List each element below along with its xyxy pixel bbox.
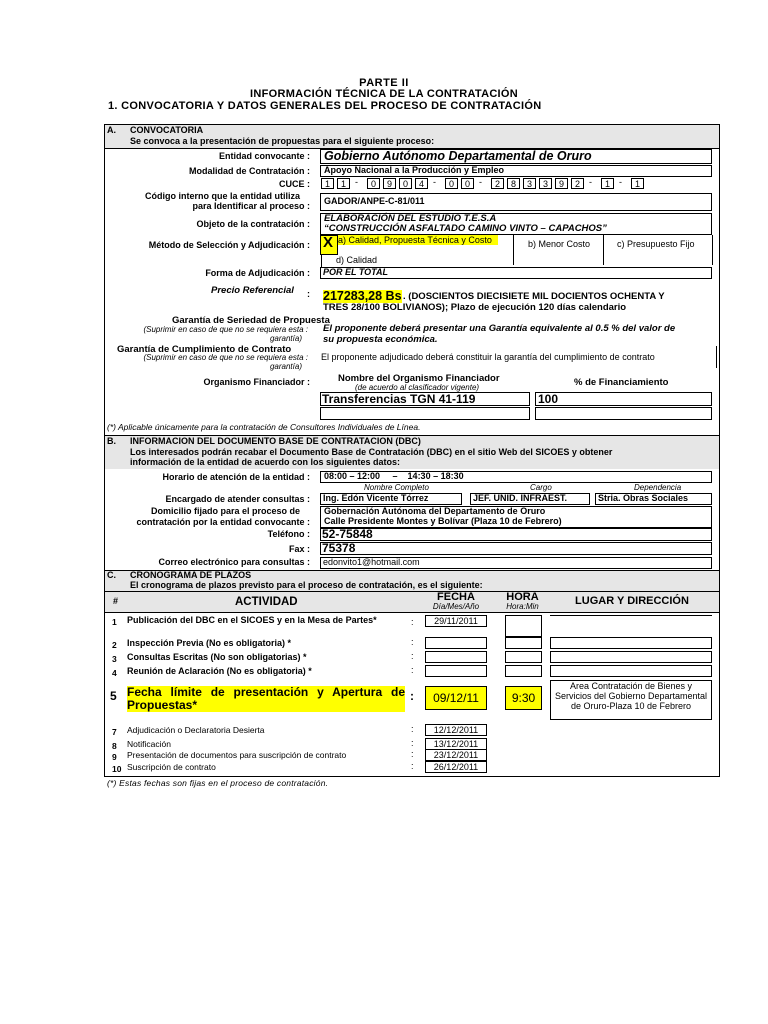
precio-amount: 217283,28 Bs xyxy=(323,289,402,303)
org-pct-field-2 xyxy=(535,407,712,420)
cuce-separator: - xyxy=(355,177,358,187)
modalidad-value: Apoyo Nacional a la Producción y Empleo xyxy=(324,165,505,175)
entidad-value: Gobierno Autónomo Departamental de Oruro xyxy=(324,149,592,163)
schedule-row-number: 1 xyxy=(112,617,117,627)
col-hora: HORA xyxy=(506,591,539,603)
section-b-title: INFORMACION DEL DOCUMENTO BASE DE CONTRATACION (DBC) xyxy=(130,436,421,446)
schedule-row-time[interactable] xyxy=(505,665,542,677)
schedule-row-colon: : xyxy=(410,689,414,703)
footnote-a: (*) Aplicable únicamente para la contratación de Consultores Individuales de Línea. xyxy=(107,422,421,432)
telefono-value: 52-75848 xyxy=(322,527,373,541)
garantia-note-2: garantía) xyxy=(269,334,302,343)
schedule-row-number: 4 xyxy=(112,668,117,678)
cuce-separator: - xyxy=(619,177,622,187)
section-a-letter: A. xyxy=(107,125,116,135)
section-b-intro-1: Los interesados podrán recabar el Documento Base de Contratación (DBC) en el sitio Web del SICOES y obtener xyxy=(130,447,613,457)
schedule-row-date[interactable] xyxy=(425,637,487,649)
schedule-row-activity: Consultas Escritas (No son obligatorias) * xyxy=(127,652,307,662)
fax-value: 75378 xyxy=(322,541,356,555)
garantia-note-1: (Suprimir en caso de que no se requiera esta : xyxy=(143,325,308,334)
garantia-value-1: El proponente deberá presentar una Garantía equivalente al 0.5 % del valor de xyxy=(323,323,676,334)
schedule-row-colon: : xyxy=(411,617,414,627)
metodo-option-a: a) Calidad, Propuesta Técnica y Costo xyxy=(338,235,498,245)
encargado-label: Encargado de atender consultas : xyxy=(165,494,310,504)
section-c-letter: C. xyxy=(107,570,116,580)
schedule-row-place[interactable]: Area Contratación de Bienes y Servicios del Gobierno Departamental de Oruro-Plaza 10 de Febrero xyxy=(550,680,712,720)
org-col2-header: % de Financiamiento xyxy=(574,377,669,388)
forma-value: POR EL TOTAL xyxy=(323,267,389,277)
schedule-row-number: 3 xyxy=(112,654,117,664)
garantia-value-2: su propuesta económica. xyxy=(323,334,438,345)
cuce-digit-box: 2 xyxy=(491,178,504,189)
schedule-row-date[interactable]: 29/11/2011 xyxy=(425,615,487,627)
objeto-label: Objeto de la contratación : xyxy=(196,219,310,229)
schedule-row-colon: : xyxy=(411,665,414,675)
schedule-row-number: 9 xyxy=(112,752,117,762)
cumplimiento-label: Garantía de Cumplimiento de Contrato xyxy=(117,344,292,355)
schedule-row-date[interactable]: 23/12/2011 xyxy=(425,749,487,761)
col-fecha: FECHA xyxy=(437,591,475,603)
org-col1-header: Nombre del Organismo Financiador xyxy=(338,373,500,384)
domicilio-value-2: Calle Presidente Montes y Bolívar (Plaza 10 de Febrero) xyxy=(324,516,562,526)
schedule-row-activity: Suscripción de contrato xyxy=(127,762,216,772)
org-label: Organismo Financiador : xyxy=(203,377,310,387)
encargado-nombre: Ing. Edón Vicente Tórrez xyxy=(323,493,429,503)
telefono-label: Teléfono : xyxy=(267,529,310,539)
col-nombre: Nombre Completo xyxy=(364,483,429,492)
schedule-row-activity: Notificación xyxy=(127,739,171,749)
domicilio-value-1: Gobernación Autónoma del Departamento de Oruro xyxy=(324,506,546,516)
metodo-option-c: c) Presupuesto Fijo xyxy=(617,239,695,249)
schedule-row-colon: : xyxy=(411,749,414,759)
section-c-title: CRONOGRAMA DE PLAZOS xyxy=(130,570,252,580)
schedule-row-colon: : xyxy=(411,724,414,734)
precio-label: Precio Referencial xyxy=(211,285,294,296)
section-b-intro-2: información de la entidad de acuerdo con los siguientes datos: xyxy=(130,457,401,467)
cuce-digit-box: 0 xyxy=(399,178,412,189)
cuce-digit-box: 4 xyxy=(415,178,428,189)
schedule-row-activity: Fecha límite de presentación y Apertura de Propuestas* xyxy=(127,685,405,712)
cuce-digit-box: 9 xyxy=(383,178,396,189)
cuce-separator: - xyxy=(479,177,482,187)
horario-value: 08:00 – 12:00 – 14:30 – 18:30 xyxy=(324,471,464,481)
domicilio-label-1: Domicilio fijado para el proceso de xyxy=(150,506,300,516)
col-cargo: Cargo xyxy=(530,483,552,492)
forma-label: Forma de Adjudicación : xyxy=(205,268,310,278)
cuce-digit-box: 1 xyxy=(337,178,350,189)
footnote-c: (*) Estas fechas son fijas en el proceso de contratación. xyxy=(107,778,329,788)
part-title: PARTE II xyxy=(359,77,409,89)
entidad-label: Entidad convocante : xyxy=(218,151,310,161)
objeto-value-2: “CONSTRUCCIÓN ASFALTADO CAMINO VINTO – CAPACHOS” xyxy=(324,223,607,234)
cuce-label: CUCE : xyxy=(279,179,310,189)
schedule-row-activity: Adjudicación o Declaratoria Desierta xyxy=(127,725,265,735)
schedule-row-date[interactable]: 12/12/2011 xyxy=(425,724,487,736)
cumplimiento-note-2: garantía) xyxy=(269,362,302,371)
section-title: 1. CONVOCATORIA Y DATOS GENERALES DEL PROCESO DE CONTRATACIÓN xyxy=(108,100,542,112)
col-fecha-sub: Día/Mes/Año xyxy=(432,602,480,611)
cuce-digit-box: 0 xyxy=(461,178,474,189)
precio-text-1: . (DOSCIENTOS DIECISIETE MIL DOCIENTOS OCHENTA Y xyxy=(403,291,665,302)
schedule-row-place[interactable] xyxy=(550,651,712,663)
schedule-row-place[interactable] xyxy=(550,637,712,649)
schedule-row-time[interactable]: 9:30 xyxy=(505,686,542,710)
section-a-title: CONVOCATORIA xyxy=(130,125,204,135)
precio-colon: : xyxy=(307,289,310,299)
encargado-cargo: JEF. UNID. INFRAEST. xyxy=(473,493,568,503)
schedule-row-number: 8 xyxy=(112,741,117,751)
correo-label: Correo electrónico para consultas : xyxy=(158,557,310,567)
cuce-digit-box: 9 xyxy=(555,178,568,189)
cumplimiento-value: El proponente adjudicado deberá constituir la garantía del cumplimiento de contrato xyxy=(321,352,655,362)
schedule-row-time[interactable] xyxy=(505,651,542,663)
col-dependencia: Dependencia xyxy=(634,483,682,492)
col-actividad: ACTIVIDAD xyxy=(235,596,298,608)
codigo-label-2: para Identificar al proceso : xyxy=(192,201,310,211)
section-a-intro: Se convoca a la presentación de propuestas para el siguiente proceso: xyxy=(130,136,435,146)
schedule-row-activity: Presentación de documentos para suscripción de contrato xyxy=(127,750,347,760)
cuce-digit-box: 1 xyxy=(601,178,614,189)
schedule-row-date[interactable]: 09/12/11 xyxy=(425,686,487,710)
modalidad-label: Modalidad de Contratación : xyxy=(188,166,310,176)
schedule-row-colon: : xyxy=(411,637,414,647)
encargado-dep: Stria. Obras Sociales xyxy=(598,493,689,503)
org-name-field-2 xyxy=(320,407,530,420)
cuce-digit-box: 1 xyxy=(631,178,644,189)
col-hora-sub: Hora:Min xyxy=(506,602,539,611)
schedule-row-colon: : xyxy=(411,738,414,748)
objeto-value-1: ELABORACIÓN DEL ESTUDIO T.E.S.A xyxy=(324,213,497,224)
garantia-label: Garantía de Seriedad de Propuesta xyxy=(172,315,330,326)
schedule-row-activity: Reunión de Aclaración (No es obligatoria) * xyxy=(127,666,312,676)
col-num: # xyxy=(113,596,119,606)
schedule-row-number: 5 xyxy=(110,689,117,703)
schedule-row-colon: : xyxy=(411,651,414,661)
cuce-digit-box: 3 xyxy=(539,178,552,189)
codigo-value: GADOR/ANPE-C-81/011 xyxy=(324,196,425,206)
domicilio-label-2: contratación por la entidad convocante : xyxy=(136,517,310,527)
schedule-row-date[interactable]: 26/12/2011 xyxy=(425,761,487,773)
schedule-row-number: 2 xyxy=(112,640,117,650)
horario-label: Horario de atención de la entidad : xyxy=(162,472,310,482)
metodo-option-d: d) Calidad xyxy=(336,255,378,265)
schedule-row-place[interactable] xyxy=(550,665,712,677)
org-pct-value: 100 xyxy=(538,392,559,406)
cuce-digit-box: 2 xyxy=(571,178,584,189)
metodo-x-mark: X xyxy=(323,234,334,251)
cuce-digit-box: 0 xyxy=(367,178,380,189)
metodo-option-b: b) Menor Costo xyxy=(528,239,591,249)
cuce-digit-box: 1 xyxy=(321,178,334,189)
col-lugar: LUGAR Y DIRECCIÓN xyxy=(575,595,689,607)
schedule-row-time[interactable] xyxy=(505,615,542,637)
fax-field xyxy=(320,542,712,555)
org-pct-field xyxy=(535,392,712,406)
cuce-digit-box: 8 xyxy=(507,178,520,189)
cuce-separator: - xyxy=(433,177,436,187)
schedule-row-date[interactable]: 13/12/2011 xyxy=(425,738,487,750)
precio-text-2: TRES 28/100 BOLIVIANOS); Plazo de ejecución 120 días calendario xyxy=(323,302,627,313)
schedule-row-colon: : xyxy=(411,761,414,771)
schedule-row-activity: Inspección Previa (No es obligatoria) * xyxy=(127,638,292,648)
schedule-row-number: 7 xyxy=(112,727,117,737)
schedule-row-number: 10 xyxy=(112,764,122,774)
schedule-row-place[interactable] xyxy=(550,615,712,616)
codigo-label-1: Código interno que la entidad utiliza xyxy=(145,191,300,201)
telefono-field xyxy=(320,528,712,541)
org-col1-note: (de acuerdo al clasificador vigente) xyxy=(355,383,480,392)
section-c-intro: El cronograma de plazos previsto para el proceso de contratación, es el siguiente: xyxy=(130,580,483,590)
correo-value[interactable]: edonvito1@hotmail.com xyxy=(323,557,420,567)
metodo-label: Método de Selección y Adjudicación : xyxy=(148,240,310,250)
fax-label: Fax : xyxy=(288,544,310,554)
cuce-digit-box: 0 xyxy=(445,178,458,189)
section-b-letter: B. xyxy=(107,436,116,446)
schedule-row-time[interactable] xyxy=(505,637,542,649)
cuce-separator: - xyxy=(589,177,592,187)
cuce-digit-box: 3 xyxy=(523,178,536,189)
page-subtitle: INFORMACIÓN TÉCNICA DE LA CONTRATACIÓN xyxy=(249,88,519,100)
schedule-row-activity: Publicación del DBC en el SICOES y en la Mesa de Partes* xyxy=(127,615,377,625)
org-name-value: Transferencias TGN 41-119 xyxy=(322,392,476,406)
cumplimiento-note-1: (Suprimir en caso de que no se requiera esta : xyxy=(143,353,308,362)
schedule-row-date[interactable] xyxy=(425,665,487,677)
schedule-row-date[interactable] xyxy=(425,651,487,663)
